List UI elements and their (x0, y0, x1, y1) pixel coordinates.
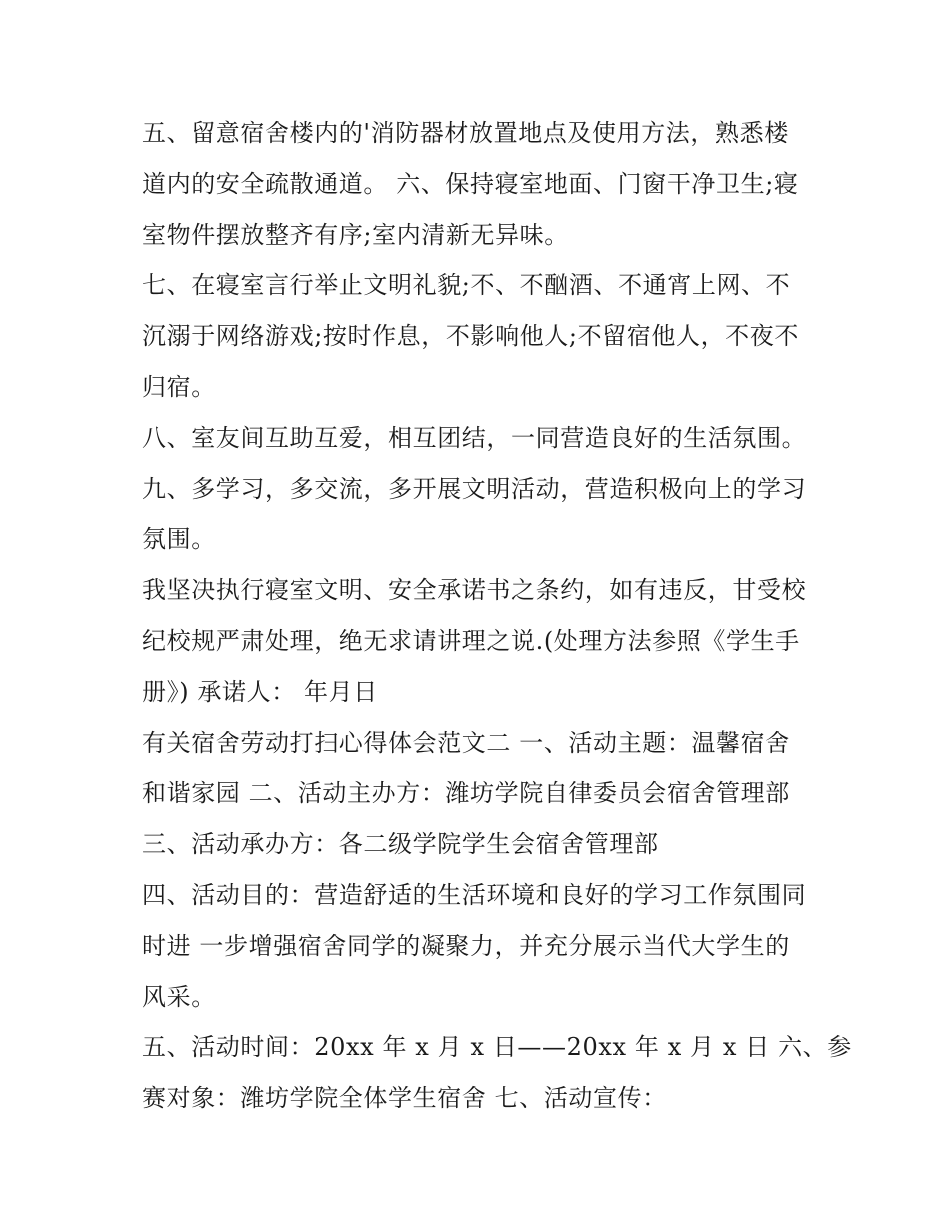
text-line: 我坚决执行寝室文明、安全承诺书之条约，如有违反，甘受校 (142, 576, 807, 605)
text-line: 时进 一步增强宿舍同学的凝聚力，并充分展示当代大学生的 (142, 931, 790, 960)
text-line: 室物件摆放整齐有序;室内清新无异味。 (142, 220, 569, 249)
text-line: 四、活动目的：营造舒适的生活环境和良好的学习工作氛围同 (142, 880, 807, 909)
text-line: 氛围。 (142, 525, 216, 554)
text-line: 有关宿舍劳动打扫心得体会范文二 一、活动主题：温馨宿舍 (142, 728, 790, 757)
text-line: 归宿。 (142, 372, 216, 401)
text-line: 风采。 (142, 982, 216, 1011)
text-line: 册》) 承诺人： 年月日 (142, 677, 378, 706)
text-line: 七、在寝室言行举止文明礼貌;不、不酗酒、不通宵上网、不 (142, 271, 791, 300)
document-body (142, 108, 852, 1124)
text-line: 沉溺于网络游戏;按时作息，不影响他人;不留宿他人，不夜不 (142, 322, 799, 351)
text-line: 五、留意宿舍楼内的'消防器材放置地点及使用方法，熟悉楼 (142, 119, 789, 147)
text-line: 道内的安全疏散通道。 六、保持寝室地面、门窗干净卫生;寝 (142, 169, 799, 198)
text-line: 赛对象：潍坊学院全体学生宿舍 七、活动宣传： (142, 1084, 667, 1113)
text-line: 五、活动时间：20xx 年 x 月 x 日——20xx 年 x 月 x 日 六、参 (142, 1033, 852, 1062)
text-line: 八、室友间互助互爱，相互团结，一同营造良好的生活氛围。 (142, 423, 807, 452)
text-line: 九、多学习，多交流，多开展文明活动，营造积极向上的学习 (142, 474, 807, 503)
text-line: 纪校规严肃处理，绝无求请讲理之说.(处理方法参照《学生手 (142, 626, 800, 655)
text-line: 三、活动承办方：各二级学院学生会宿舍管理部 (142, 830, 659, 859)
text-line: 和谐家园 二、活动主办方：潍坊学院自律委员会宿舍管理部 (142, 779, 790, 808)
